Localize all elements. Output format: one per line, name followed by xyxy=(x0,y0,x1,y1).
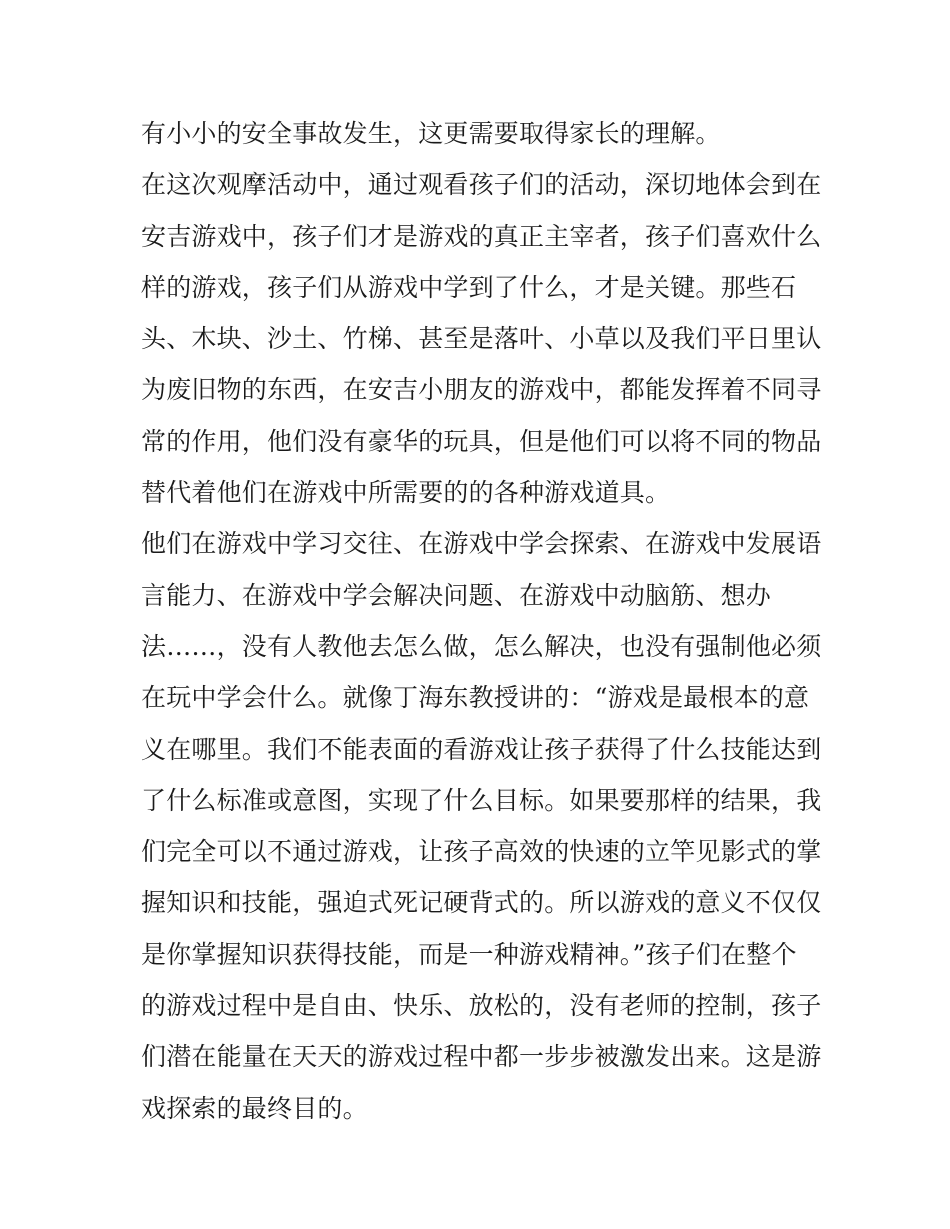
text-line: 替代着他们在游戏中所需要的的各种游戏道具。 xyxy=(141,478,671,508)
text-line: 安吉游戏中，孩子们才是游戏的真正主宰者，孩子们喜欢什么 xyxy=(141,221,822,251)
text-line: 头、木块、沙土、竹梯、甚至是落叶、小草以及我们平日里认 xyxy=(141,324,822,354)
body-text xyxy=(141,108,821,1134)
text-line: 义在哪里。我们不能表面的看游戏让孩子获得了什么技能达到 xyxy=(141,734,822,764)
text-line: 是你掌握知识获得技能，而是一种游戏精神。”孩子们在整个 xyxy=(141,939,797,969)
text-line: 为废旧物的东西，在安吉小朋友的游戏中，都能发挥着不同寻 xyxy=(141,375,822,405)
text-line: 在玩中学会什么。就像丁海东教授讲的：“游戏是最根本的意 xyxy=(141,683,810,713)
text-line: 法……，没有人教他去怎么做，怎么解决，也没有强制他必须 xyxy=(141,631,822,661)
text-line: 们完全可以不通过游戏，让孩子高效的快速的立竿见影式的掌 xyxy=(141,837,822,867)
text-line: 了什么标准或意图，实现了什么目标。如果要那样的结果，我 xyxy=(141,785,822,815)
text-line: 他们在游戏中学习交往、在游戏中学会探索、在游戏中发展语 xyxy=(141,529,822,559)
text-line: 样的游戏，孩子们从游戏中学到了什么，才是关键。那些石 xyxy=(141,272,797,302)
text-line: 戏探索的最终目的。 xyxy=(141,1093,368,1123)
text-line: 在这次观摩活动中，通过观看孩子们的活动，深切地体会到在 xyxy=(141,170,822,200)
text-line: 常的作用，他们没有豪华的玩具，但是他们可以将不同的物品 xyxy=(141,426,822,456)
text-line: 握知识和技能，强迫式死记硬背式的。所以游戏的意义不仅仅 xyxy=(141,888,822,918)
text-line: 言能力、在游戏中学会解决问题、在游戏中动脑筋、想办 xyxy=(141,580,772,610)
text-line: 有小小的安全事故发生，这更需要取得家长的理解。 xyxy=(141,119,721,148)
text-line: 的游戏过程中是自由、快乐、放松的，没有老师的控制，孩子 xyxy=(141,991,822,1021)
text-line: 们潜在能量在天天的游戏过程中都一步步被激发出来。这是游 xyxy=(141,1042,822,1072)
